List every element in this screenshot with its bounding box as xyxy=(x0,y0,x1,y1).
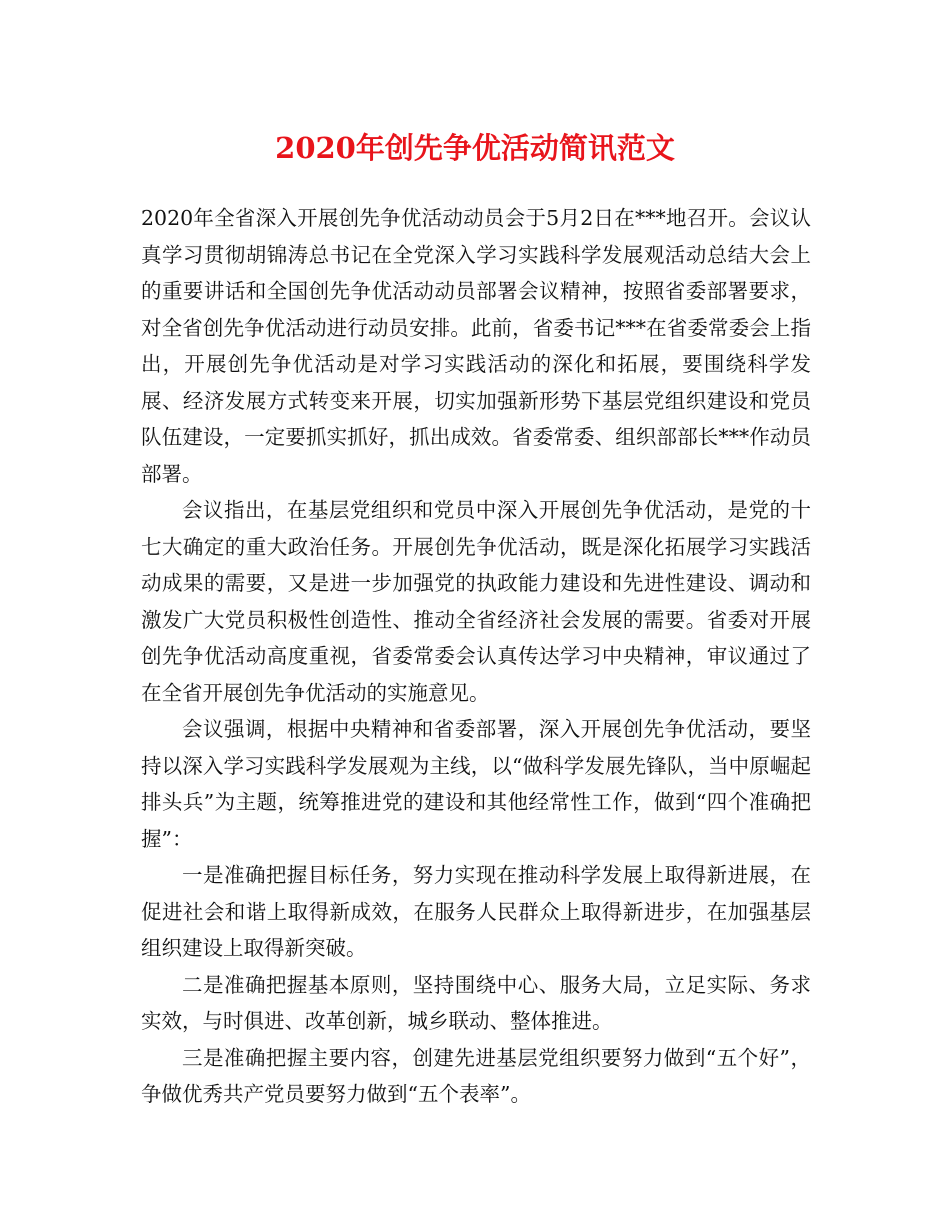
paragraph-meeting-emphasis: 会议强调，根据中央精神和省委部署，深入开展创先争优活动，要坚持以深入学习实践科学发展观为主线，以“做科学发展先锋队，当中原崛起排头兵”为主题，统筹推进党的建设和其他经常性工作，做到“四个准确把握”： xyxy=(141,717,811,851)
paragraph-point-one: 一是准确把握目标任务，努力实现在推动科学发展上取得新进展，在促进社会和谐上取得新成效，在服务人民群众上取得新进步，在加强基层组织建设上取得新突破。 xyxy=(141,863,811,960)
document-body xyxy=(141,200,811,1113)
paragraph-meeting-points: 会议指出，在基层党组织和党员中深入开展创先争优活动，是党的十七大确定的重大政治任务。开展创先争优活动，既是深化拓展学习实践活动成果的需要，又是进一步加强党的执政能力建设和先进性建设、调动和激发广大党员积极性创造性、推动全省经济社会发展的需要。省委对开展创先争优活动高度重视，省委常委会认真传达学习中央精神，审议通过了在全省开展创先争优活动的实施意见。 xyxy=(141,498,811,705)
paragraph-intro: 2020年全省深入开展创先争优活动动员会于5月2日在***地召开。会议认真学习贯彻胡锦涛总书记在全党深入学习实践科学发展观活动总结大会上的重要讲话和全国创先争优活动动员部署会议精神，按照省委部署要求，对全省创先争优活动进行动员安排。此前，省委书记***在省委常委会上指出，开展创先争优活动是对学习实践活动的深化和拓展，要围绕科学发展、经济发展方式转变来开展，切实加强新形势下基层党组织建设和党员队伍建设，一定要抓实抓好，抓出成效。省委常委、组织部部长***作动员部署。 xyxy=(141,206,811,486)
paragraph-point-three: 三是准确把握主要内容，创建先进基层党组织要努力做到“五个好”，争做优秀共产党员要努力做到“五个表率”。 xyxy=(141,1045,811,1106)
paragraph-point-two: 二是准确把握基本原则，坚持围绕中心、服务大局，立足实际、务求实效，与时俱进、改革创新，城乡联动、整体推进。 xyxy=(141,972,811,1033)
document-title: 2020年创先争优活动简讯范文 xyxy=(275,131,675,165)
